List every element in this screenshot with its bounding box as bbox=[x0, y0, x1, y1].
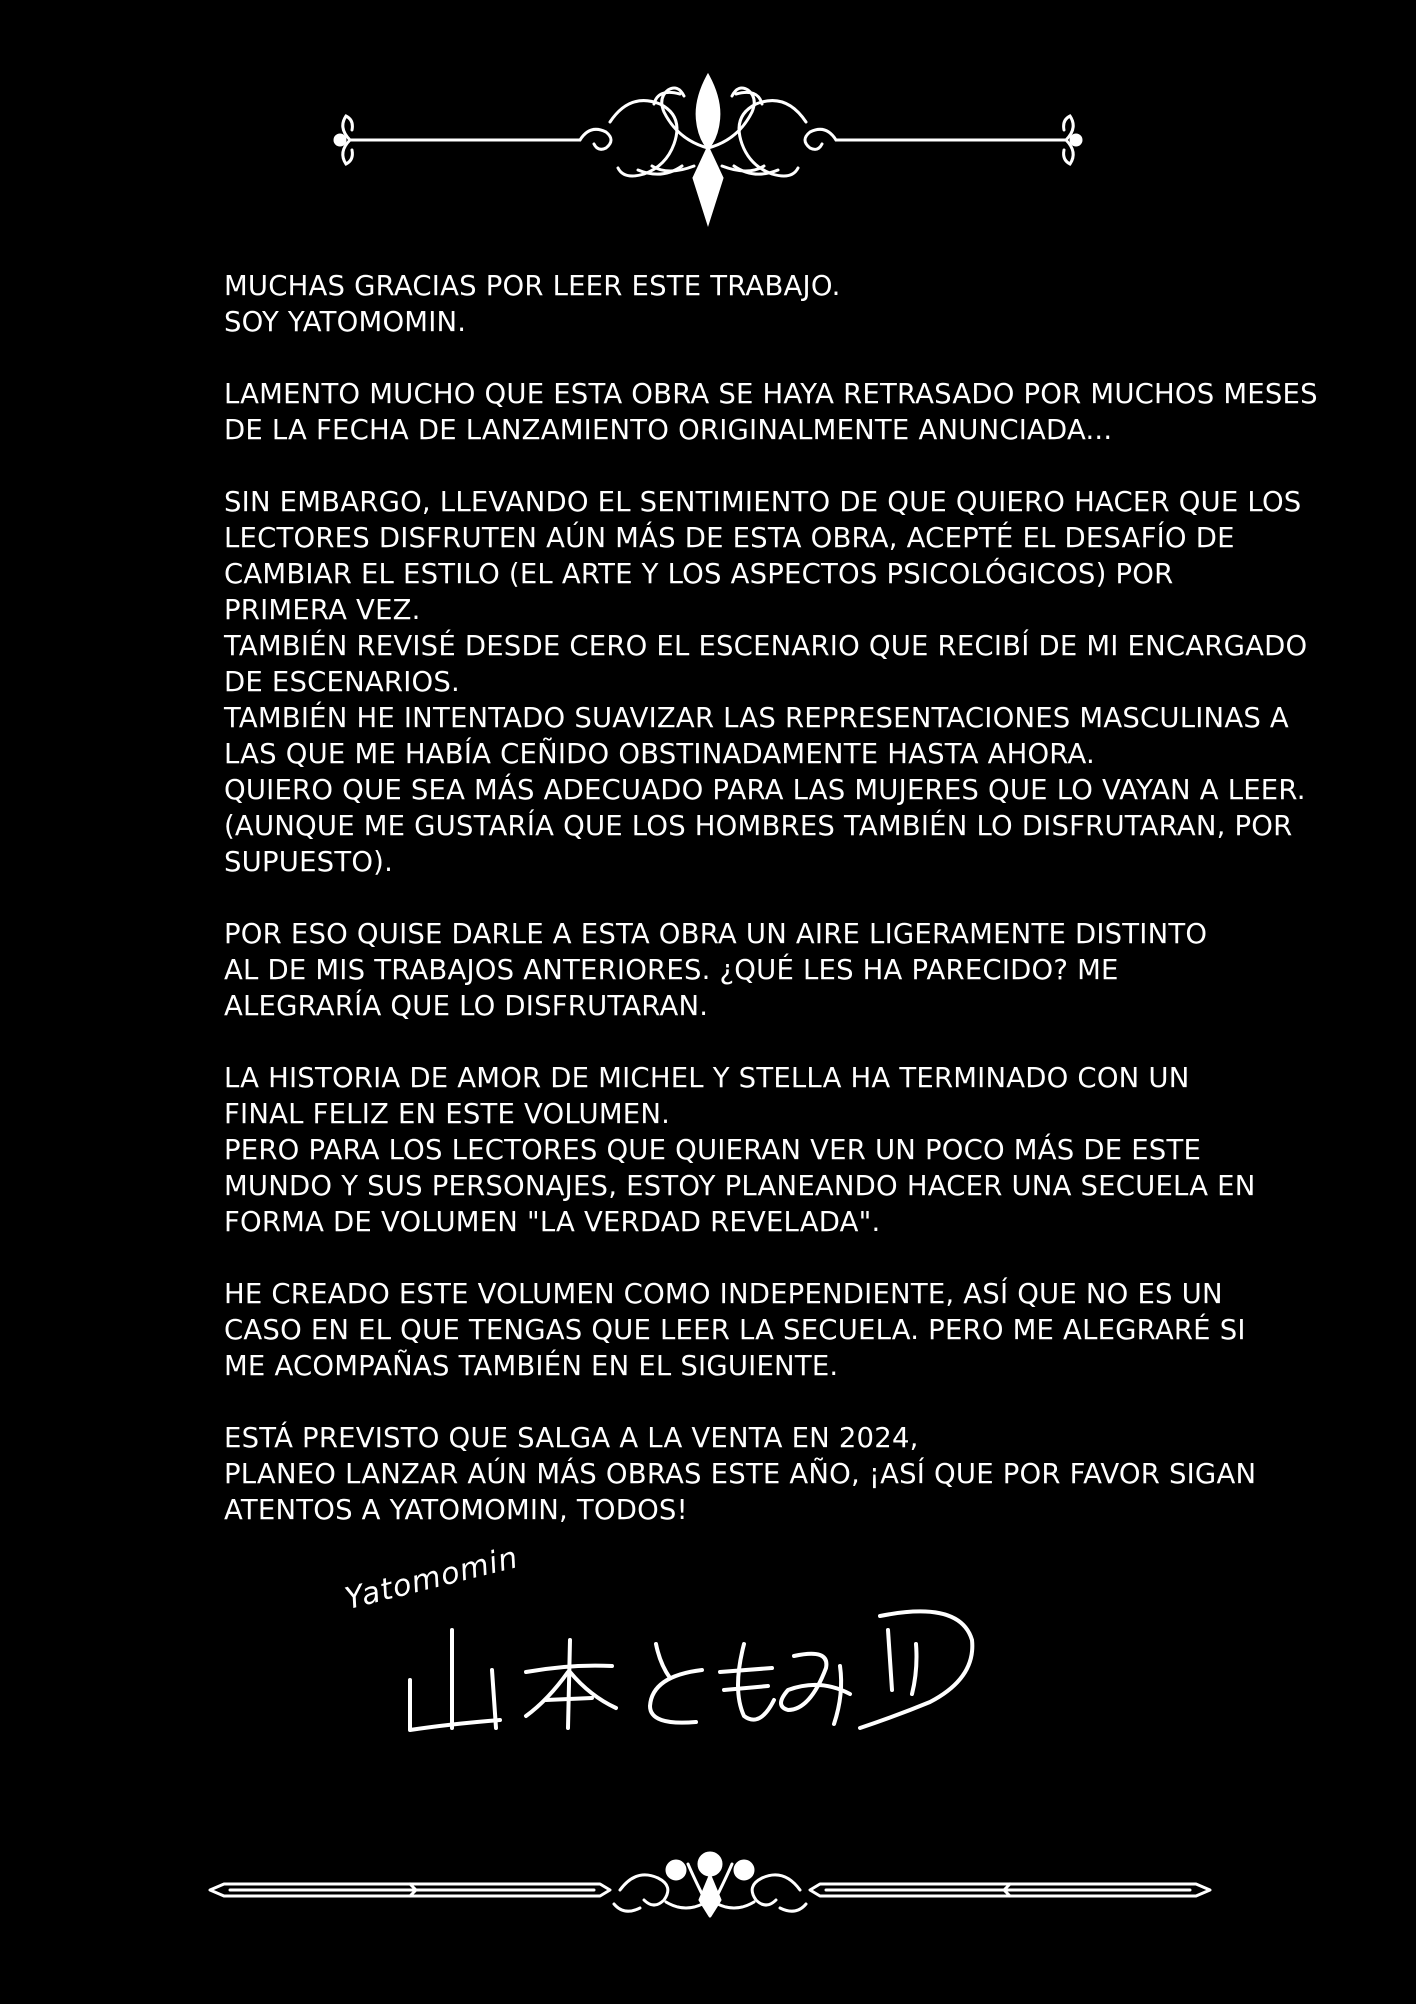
letter-line: FORMA DE VOLUMEN "LA VERDAD REVELADA". bbox=[224, 1206, 881, 1238]
signature-kanji-icon bbox=[340, 1560, 1020, 1760]
paragraph bbox=[224, 484, 1308, 880]
letter-line: LAMENTO MUCHO QUE ESTA OBRA SE HAYA RETRASADO POR MUCHOS MESES bbox=[224, 378, 1318, 410]
top-ornament-icon bbox=[300, 70, 1116, 230]
letter-line: SOY YATOMOMIN. bbox=[224, 306, 467, 338]
paragraph bbox=[224, 1420, 1257, 1528]
letter-line: ESTÁ PREVISTO QUE SALGA A LA VENTA EN 2024, bbox=[224, 1422, 919, 1454]
paragraph bbox=[224, 376, 1318, 448]
letter-line: PERO PARA LOS LECTORES QUE QUIERAN VER UN POCO MÁS DE ESTE bbox=[224, 1134, 1202, 1166]
letter-line: LECTORES DISFRUTEN AÚN MÁS DE ESTA OBRA, ACEPTÉ EL DESAFÍO DE bbox=[224, 522, 1235, 554]
letter-line: MUCHAS GRACIAS POR LEER ESTE TRABAJO. bbox=[224, 270, 841, 302]
paragraph bbox=[224, 1276, 1244, 1384]
signature-romaji: Yatomomin bbox=[341, 1540, 522, 1617]
bottom-ornament-icon bbox=[200, 1840, 1220, 1934]
paragraph bbox=[224, 268, 1244, 340]
letter-line: QUIERO QUE SEA MÁS ADECUADO PARA LAS MUJERES QUE LO VAYAN A LEER. bbox=[224, 774, 1306, 806]
letter-line: ME ACOMPAÑAS TAMBIÉN EN EL SIGUIENTE. bbox=[224, 1350, 839, 1382]
letter-line: SIN EMBARGO, LLEVANDO EL SENTIMIENTO DE QUE QUIERO HACER QUE LOS bbox=[224, 486, 1302, 518]
letter-line: FINAL FELIZ EN ESTE VOLUMEN. bbox=[224, 1098, 671, 1130]
letter-line: AL DE MIS TRABAJOS ANTERIORES. ¿QUÉ LES HA PARECIDO? ME bbox=[224, 954, 1119, 986]
letter-line: POR ESO QUISE DARLE A ESTA OBRA UN AIRE LIGERAMENTE DISTINTO bbox=[224, 918, 1208, 950]
letter-line: DE ESCENARIOS. bbox=[224, 666, 460, 698]
letter-line: MUNDO Y SUS PERSONAJES, ESTOY PLANEANDO HACER UNA SECUELA EN bbox=[224, 1170, 1256, 1202]
letter-line: LA HISTORIA DE AMOR DE MICHEL Y STELLA HA TERMINADO CON UN bbox=[224, 1062, 1190, 1094]
letter-line: TAMBIÉN REVISÉ DESDE CERO EL ESCENARIO QUE RECIBÍ DE MI ENCARGADO bbox=[224, 630, 1308, 662]
letter-line: (AUNQUE ME GUSTARÍA QUE LOS HOMBRES TAMBIÉN LO DISFRUTARAN, POR bbox=[224, 810, 1293, 842]
letter-line: PRIMERA VEZ. bbox=[224, 594, 421, 626]
letter-line: SUPUESTO). bbox=[224, 846, 394, 878]
letter-line: ALEGRARÍA QUE LO DISFRUTARAN. bbox=[224, 990, 709, 1022]
letter-line: HE CREADO ESTE VOLUMEN COMO INDEPENDIENTE, ASÍ QUE NO ES UN bbox=[224, 1278, 1223, 1310]
letter-line: CAMBIAR EL ESTILO (EL ARTE Y LOS ASPECTOS PSICOLÓGICOS) POR bbox=[224, 558, 1174, 590]
letter-line: TAMBIÉN HE INTENTADO SUAVIZAR LAS REPRESENTACIONES MASCULINAS A bbox=[224, 702, 1289, 734]
letter-line: CASO EN EL QUE TENGAS QUE LEER LA SECUELA. PERO ME ALEGRARÉ SI bbox=[224, 1314, 1246, 1346]
paragraph bbox=[224, 916, 1244, 1024]
letter-line: LAS QUE ME HABÍA CEÑIDO OBSTINADAMENTE HASTA AHORA. bbox=[224, 738, 1095, 770]
paragraph bbox=[224, 1060, 1256, 1240]
letter-line: PLANEO LANZAR AÚN MÁS OBRAS ESTE AÑO, ¡ASÍ QUE POR FAVOR SIGAN bbox=[224, 1458, 1257, 1490]
letter-line: DE LA FECHA DE LANZAMIENTO ORIGINALMENTE ANUNCIADA... bbox=[224, 414, 1113, 446]
letter-body bbox=[224, 268, 1318, 1564]
letter-line: ATENTOS A YATOMOMIN, TODOS! bbox=[224, 1494, 688, 1526]
